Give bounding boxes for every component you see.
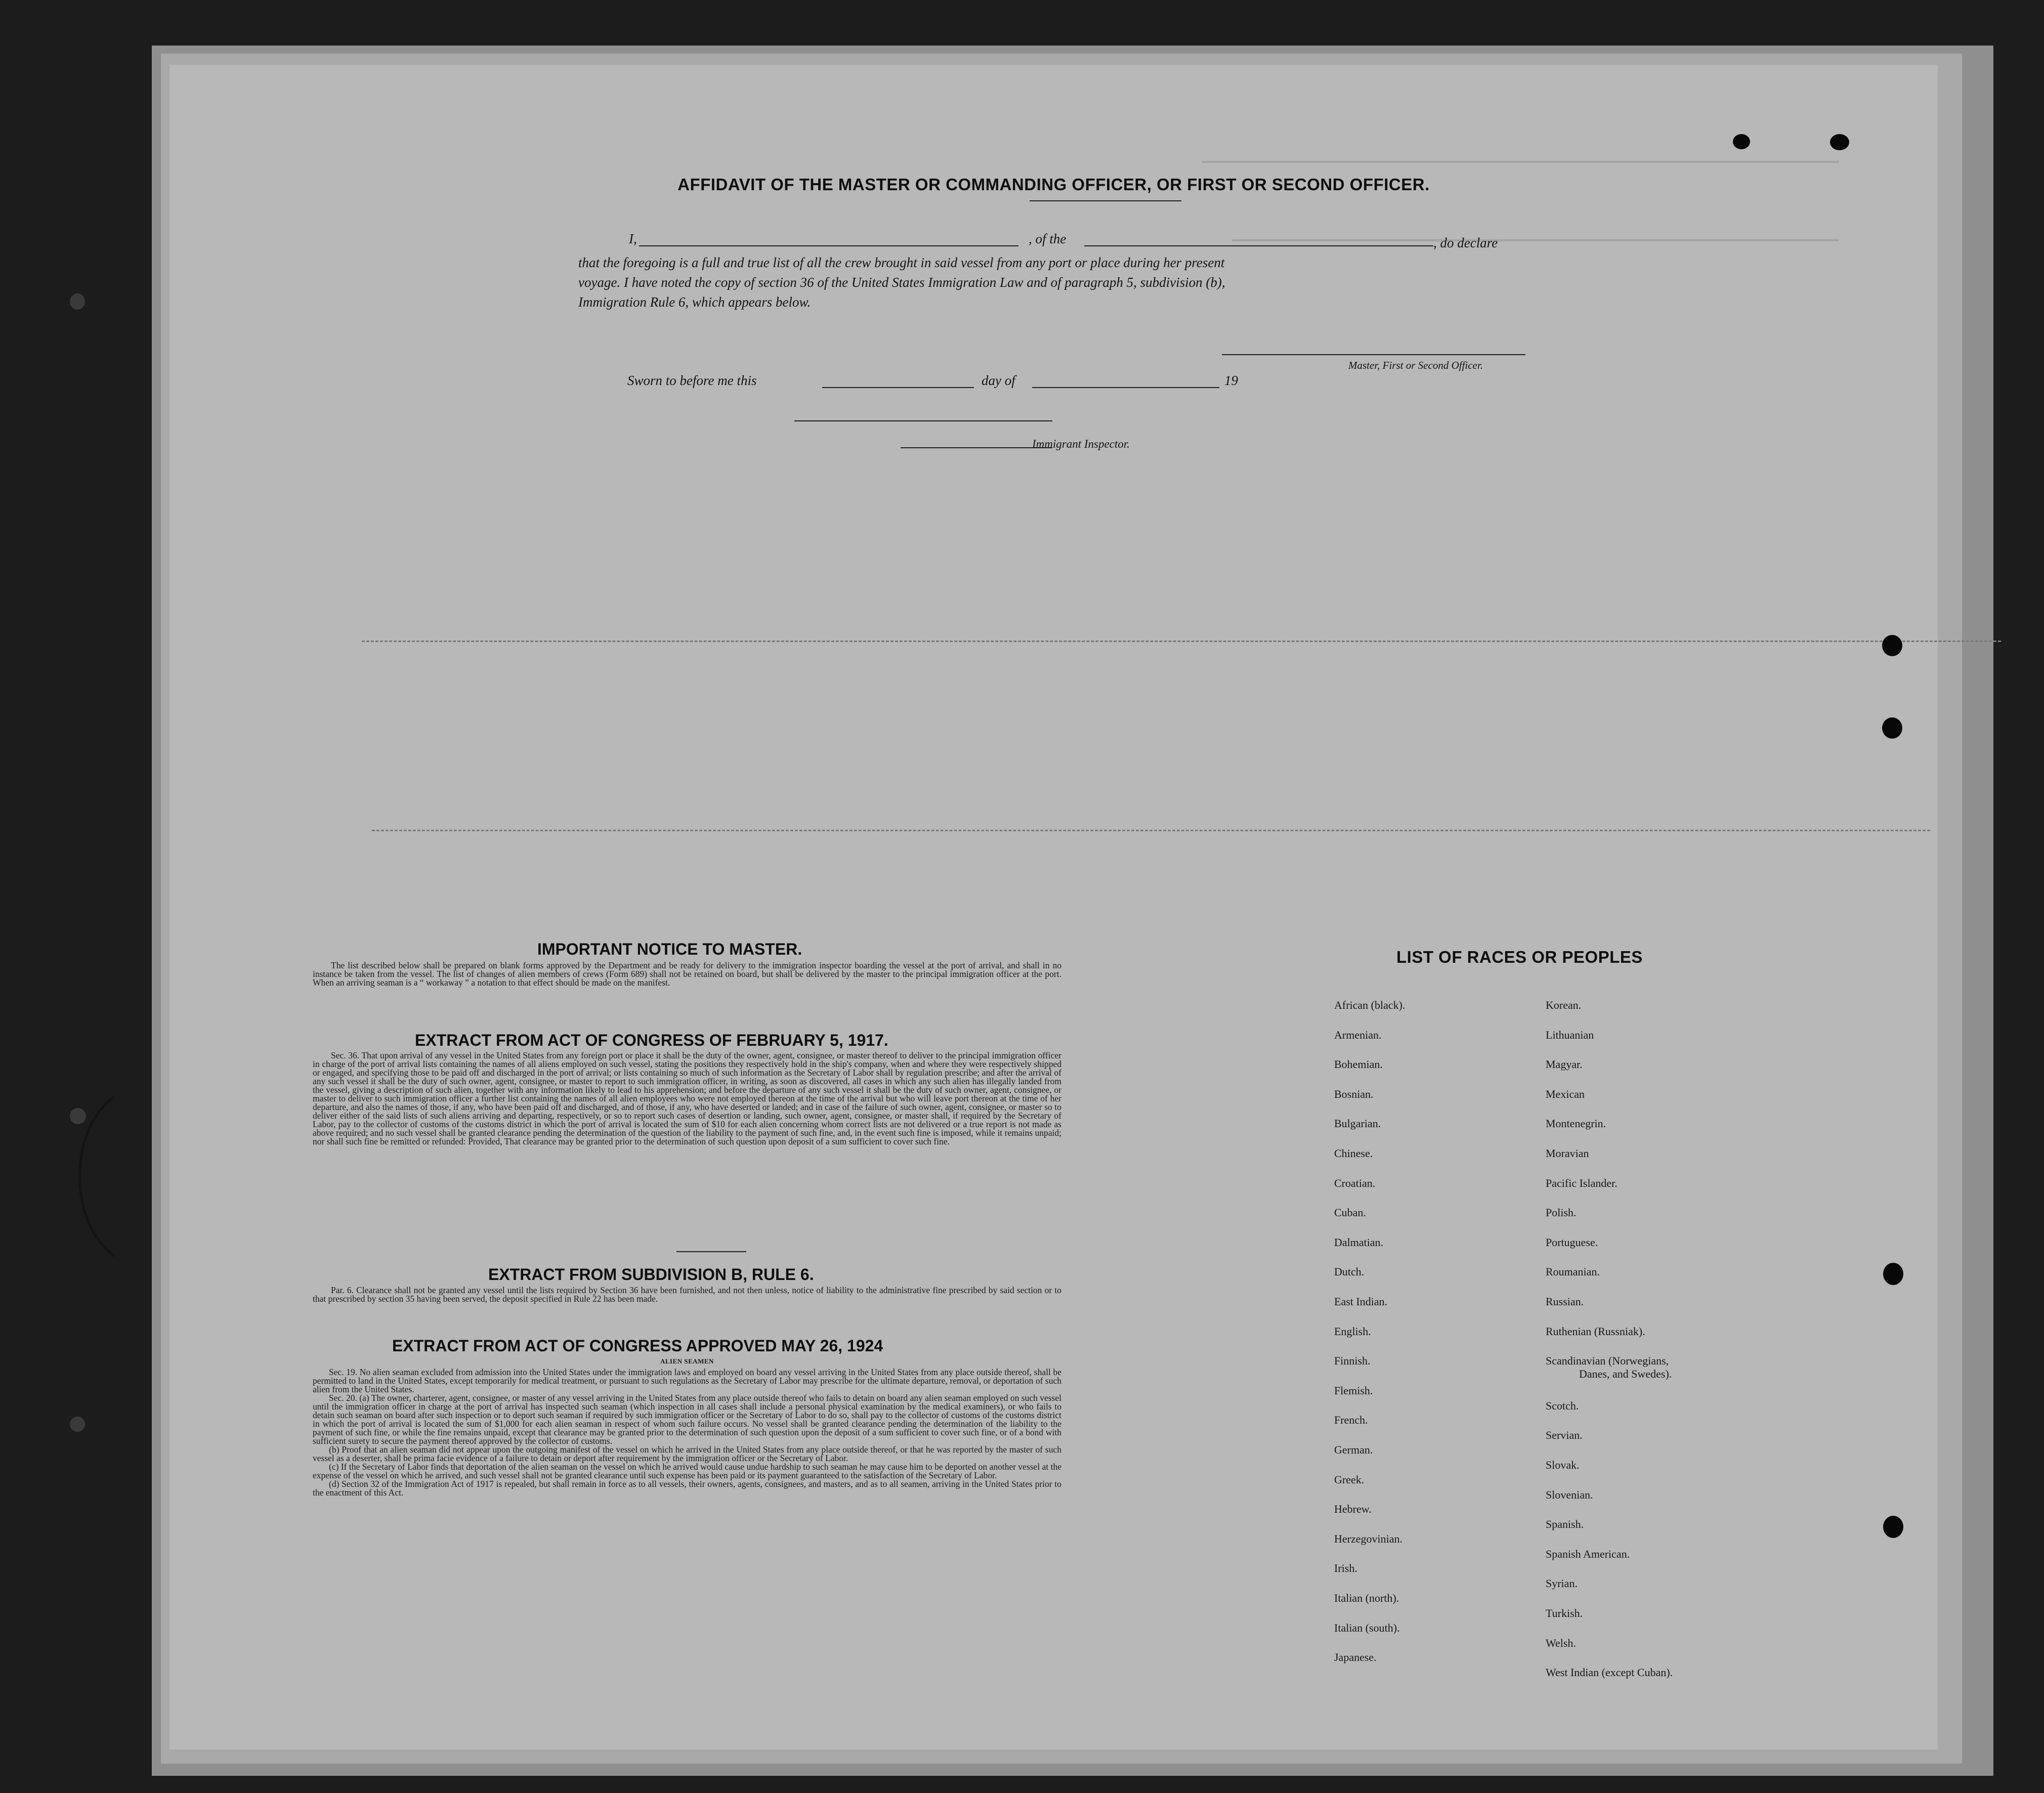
punch-hole — [70, 1108, 86, 1124]
inspector-caption: Immigrant Inspector. — [1032, 438, 1130, 450]
extract-1917-title: EXTRACT FROM ACT OF CONGRESS OF FEBRUARY 5, 1917. — [415, 1031, 888, 1049]
extract-1917-body: Sec. 36. That upon arrival of any vessel in the United States from any foreign port or place it shall be the duty of the owner, agent, consignee, or master thereof to deliver to the principal immigration officer in charge of the port of arrival lists containing the names of all aliens employed on such vessel, stating the positions they respectively hold in the ship's company, when and where they were respectively shipped or engaged, and specifying those to be paid off and discharged in the port of arrival; or lists containing so much of such information as the Secretary of Labor shall by regulation prescribe; and after the arrival of any such vessel it shall be the duty of such owner, agent, consignee, or master to report to such immigration officer, in writing, as soon as discovered, all cases in which any such alien has illegally landed from the vessel, giving a description of such alien, together with any information likely to lead to his apprehension; and before the departure of any such vessel it shall be the duty of such owner, agent, consignee, or master to deliver to such immigration officer a further list containing the names of all alien employees who were not employed thereon at the time of the arrival but who will leave port thereon at the time of her departure, and also the names of those, if any, who have been paid off and discharged, and of those, if any, who have deserted or landed; and in case of the failure of such owner, agent, consignee, or master so to deliver either of the said lists of such aliens arriving and departing, respectively, or so to report such cases of desertion or landing, such owner, agent, consignee, or master shall, if required by the Secretary of Labor, pay to the collector of customs of the customs district in which the port of arrival is located the sum of $10 for each alien concerning whom correct lists are not delivered or a true report is not made as above required; and no such vessel shall be granted clearance pending the determination of the question of the liability to the payment of such fine, and, in the event such fine is imposed, while it remains unpaid; nor shall such fine be remitted or refunded: Provided, That clearance may be granted prior to the determination of such question upon deposit of a sum sufficient to cover such fine. — [313, 1050, 1061, 1146]
race-item: Spanish. — [1546, 1518, 1584, 1531]
race-item: Croatian. — [1334, 1176, 1376, 1189]
race-item: East Indian. — [1334, 1295, 1388, 1308]
vessel-blank — [1084, 245, 1433, 246]
race-item: French. — [1334, 1414, 1368, 1427]
punch-hole — [1882, 635, 1902, 656]
punch-hole — [1830, 134, 1849, 150]
race-item: West Indian (except Cuban). — [1546, 1666, 1673, 1679]
affidavit-title: AFFIDAVIT OF THE MASTER OR COMMANDING OFFICER, OR FIRST OR SECOND OFFICER. — [677, 175, 1430, 194]
name-blank — [639, 245, 1018, 246]
race-item: Bulgarian. — [1334, 1117, 1381, 1130]
race-item: Scandinavian (Norwegians, — [1546, 1354, 1669, 1368]
race-item: Dalmatian. — [1334, 1235, 1384, 1249]
race-item: Welsh. — [1546, 1636, 1576, 1649]
race-item: Cuban. — [1334, 1206, 1366, 1219]
race-item: African (black). — [1334, 999, 1406, 1011]
sworn-day-blank — [822, 387, 974, 388]
race-item: English. — [1334, 1325, 1371, 1338]
master-signature-line — [1222, 354, 1525, 355]
race-item: Herzegovinian. — [1334, 1532, 1402, 1545]
race-item: Flemish. — [1334, 1384, 1373, 1397]
races-title: LIST OF RACES OR PEOPLES — [1396, 948, 1643, 966]
race-item: Italian (north). — [1334, 1592, 1399, 1604]
race-item: Chinese. — [1334, 1147, 1373, 1160]
affidavit-title-rule — [1030, 200, 1181, 201]
affidavit-line-4: Immigration Rule 6, which appears below. — [578, 294, 811, 310]
race-item: Spanish American. — [1546, 1547, 1630, 1560]
extract-1924-sec20a: Sec. 20. (a) The owner, charterer, agent, consignee, or master of any vessel arriving in the United States from any place outside thereof who fails to detain on board any alien seaman employed on such vessel until the immigration officer in charge at the port of arrival has inspected such seaman (which inspection in all cases shall include a personal physical examination by the medical examiners), or who fails to detain such seaman on board after such inspection or to deport such seaman if required by such immigration officer or the Secretary of Labor to do so, shall pay to the collector of customs of the customs district in which the port of arrival is located the sum of $1,000 for each alien seaman in respect of whom such failure occurs. No vessel shall be granted clearance pending the determination of the liability to the payment of such fine, or while the fine remains unpaid, except that clearance may be granted prior to the determination of such question upon the deposit of a sum sufficient to cover such fine, or of a bond with sufficient surety to secure the payment thereof approved by the collector of customs. — [313, 1393, 1061, 1446]
race-item: Pacific Islander. — [1546, 1176, 1617, 1189]
year-label: 19 — [1224, 373, 1238, 388]
race-item: Greek. — [1334, 1473, 1365, 1486]
month-blank — [1032, 387, 1219, 388]
race-item: Mexican — [1546, 1087, 1585, 1100]
race-item: German. — [1334, 1443, 1373, 1456]
extract-1924-sec19: Sec. 19. No alien seaman excluded from admission into the United States under the immigration laws and employed on board any vessel arriving in the United States from any place outside thereof, shall be permitted to land in the United States, except temporarily for medical treatment, or pursuant to such regulations as the Secretary of Labor may prescribe for the ultimate departure, removal, or deportation of such alien from the United States. — [313, 1367, 1061, 1394]
race-item: Dutch. — [1334, 1265, 1365, 1278]
punch-hole — [70, 1417, 85, 1432]
extract-1924-body — [313, 1368, 1061, 1497]
race-item: Italian (south). — [1334, 1621, 1400, 1634]
race-item: Slovenian. — [1546, 1488, 1593, 1501]
punch-hole — [1733, 134, 1750, 149]
extract-1924-sec20d: (d) Section 32 of the Immigration Act of 1917 is repealed, but shall remain in force as to all vessels, their owners, agents, consignees, and masters, and as to all seamen, arriving in the United States prior to the enactment of this Act. — [313, 1479, 1061, 1498]
race-item: Turkish. — [1546, 1607, 1583, 1619]
day-of-label: day of — [982, 373, 1015, 388]
extract-rule6-body: Par. 6. Clearance shall not be granted any vessel until the lists required by Section 36 have been furnished, and not then unless, notice of liability to the administrative fine prescribed by said section or to that prescribed by section 35 having been served, the deposit specified in Rule 22 has been made. — [313, 1285, 1061, 1304]
bleed-through-line — [1202, 161, 1839, 163]
inspector-signature-line-2 — [901, 447, 1052, 448]
sworn-label: Sworn to before me this — [627, 373, 757, 388]
race-item: Servian. — [1546, 1429, 1583, 1442]
race-item: Portuguese. — [1546, 1235, 1598, 1249]
affidavit-line-1 — [629, 229, 1742, 249]
notice-body: The list described below shall be prepared on blank forms approved by the Department and be ready for delivery to the immigration inspector boarding the vessel at the port of arrival, and shall in no instance be taken from the vessel. The list of changes of alien members of crews (Form 689) shall not be retained on board, but shall be delivered by the master to the principal immigration officer at the port. When an arriving seaman is a “ workaway ” a notation to that effect should be made on the manifest. — [313, 960, 1061, 988]
bleed-through-dashed-rule — [372, 830, 1930, 831]
of-the-label: , of the — [1029, 231, 1067, 246]
race-item: Scotch. — [1546, 1399, 1579, 1412]
extract-1924-subtitle: ALIEN SEAMEN — [660, 1357, 714, 1365]
race-item: Bosnian. — [1334, 1087, 1374, 1100]
race-item: Armenian. — [1334, 1028, 1382, 1041]
punch-hole — [1882, 717, 1902, 739]
race-item: Hebrew. — [1334, 1503, 1372, 1516]
extract-1924-title: EXTRACT FROM ACT OF CONGRESS APPROVED MAY 26, 1924 — [392, 1337, 883, 1355]
extract-rule6-title: EXTRACT FROM SUBDIVISION B, RULE 6. — [488, 1265, 814, 1284]
race-item: Montenegrin. — [1546, 1117, 1606, 1130]
race-item: Slovak. — [1546, 1459, 1580, 1471]
punch-hole — [1883, 1516, 1903, 1538]
punch-hole — [1883, 1263, 1903, 1285]
inspector-signature-line — [794, 420, 1052, 421]
race-item: Ruthenian (Russniak). — [1546, 1325, 1645, 1338]
punch-hole — [70, 293, 85, 310]
i-label: I, — [629, 231, 637, 246]
notice-title: IMPORTANT NOTICE TO MASTER. — [537, 940, 802, 958]
affidavit-line-3: voyage. I have noted the copy of section 36 of the United States Immigration Law and of paragraph 5, subdivision (b), — [578, 275, 1225, 290]
race-item: Magyar. — [1546, 1058, 1583, 1071]
race-item: Finnish. — [1334, 1354, 1371, 1368]
extract-1924-sec20c: (c) If the Secretary of Labor finds that deportation of the alien seaman on the vessel on which he arrived would cause undue hardship to such seaman he may cause him to be deported on another vessel at the expense of the vessel on which he arrived, and such vessel shall not be granted clearance until such expense has been paid or its payment guaranteed to the satisfaction of the Secretary of Labor. — [313, 1462, 1061, 1480]
race-item: Polish. — [1546, 1206, 1577, 1219]
race-item: Bohemian. — [1334, 1058, 1383, 1071]
race-item: Japanese. — [1334, 1651, 1377, 1664]
race-item: Korean. — [1546, 999, 1582, 1011]
race-item: Russian. — [1546, 1295, 1584, 1308]
extract-1924-sec20b: (b) Proof that an alien seaman did not appear upon the outgoing manifest of the vessel on which he arrived in the United States from any place outside thereof, or that he was reported by the master of such vessel as a deserter, shall be prima facie evidence of a failure to detain or deport after requirement by the immigration officer or the Secretary of Labor. — [313, 1444, 1061, 1463]
race-item: Moravian — [1546, 1147, 1589, 1160]
master-caption: Master, First or Second Officer. — [1348, 359, 1483, 371]
race-item: Lithuanian — [1546, 1028, 1594, 1041]
form-sheet — [169, 65, 1938, 1749]
affidavit-line-2: that the foregoing is a full and true list of all the crew brought in said vessel from any port or place during her present — [578, 255, 1225, 270]
race-item: Irish. — [1334, 1562, 1357, 1575]
race-item: Danes, and Swedes). — [1579, 1368, 1672, 1381]
race-item: Roumanian. — [1546, 1265, 1600, 1278]
race-item: Syrian. — [1546, 1577, 1578, 1590]
bleed-through-dashed-rule — [362, 641, 2001, 642]
do-declare-label: , do declare — [1433, 235, 1498, 250]
sworn-line — [627, 371, 1336, 391]
extract-1917-rule — [676, 1251, 746, 1252]
